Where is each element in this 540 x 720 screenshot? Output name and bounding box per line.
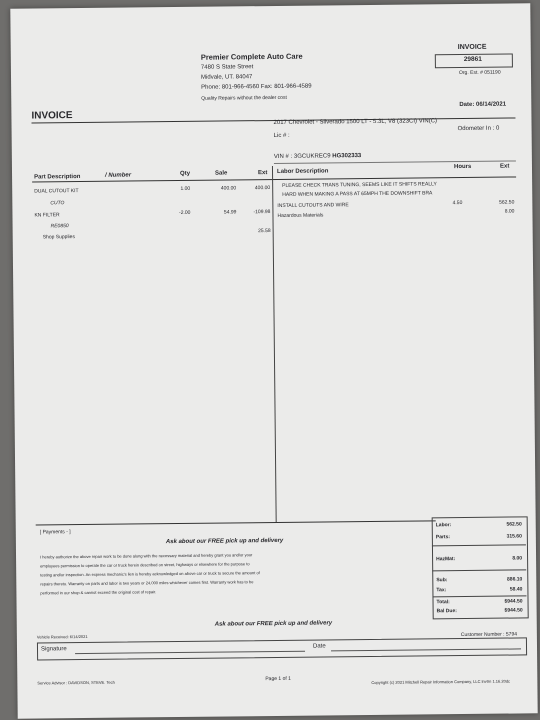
customer-number: Customer Number : 5794 xyxy=(460,631,518,639)
hazmat-ext: 8.00 xyxy=(504,208,515,215)
authorization-line-4: repairs thereto. Warranty on parts and labor is two years or 24,000 miles whichever comes first. Warranty work has to be xyxy=(40,579,254,587)
labor-line-hours: 4.50 xyxy=(452,200,463,207)
original-estimate: Org. Est. # 051190 xyxy=(458,69,501,77)
service-advisor: Service Advisor : DAVIDSON, STEVE. Tech xyxy=(37,679,115,686)
part-name: KN FILTER xyxy=(34,212,60,219)
labor-note-line1: PLEASE CHECK TRANS TUNING, SEEMS LIKE IT SHIFTS REALLY xyxy=(282,181,437,189)
col-labor-ext: Ext xyxy=(499,163,510,170)
col-labor-description: Labor Description xyxy=(276,168,329,175)
authorization-line-2: employees permission to operate the car or truck herein described on street, highways or elsewhere for the purpose to xyxy=(40,561,250,569)
hazmat-total: 8.00 xyxy=(512,555,523,562)
odometer-in: Odometer In : 0 xyxy=(457,125,500,133)
signature-label: Signature xyxy=(40,646,67,653)
shop-name: Premier Complete Auto Care xyxy=(200,51,303,62)
parts-labor-divider xyxy=(272,166,277,522)
vehicle-received: Vehicle Received: 6/14/2021 xyxy=(36,633,88,640)
col-part-number: / Number xyxy=(105,172,132,179)
part-number: CUTO xyxy=(50,200,65,207)
col-hours: Hours xyxy=(453,163,472,171)
vehicle-description: 2017 Chevrolet - Silverado 1500 LT - 5.3L, V8 (323CI) VIN(C) xyxy=(273,118,438,126)
col-qty: Qty xyxy=(180,170,191,177)
part-name: Shop Supplies xyxy=(42,234,75,241)
parts-total: 315.60 xyxy=(506,533,522,540)
part-ext: 400.00 xyxy=(254,185,271,192)
shop-city: Midvale, UT. 84047 xyxy=(200,74,253,81)
col-ext: Ext xyxy=(258,170,268,177)
subtotal-label: Sub: xyxy=(436,577,448,584)
part-number: RE0850 xyxy=(50,223,69,230)
invoice-title: INVOICE xyxy=(31,110,73,122)
part-qty: -2.00 xyxy=(179,209,191,216)
total: $944.50 xyxy=(504,598,523,605)
balance-due-label: Bal Due: xyxy=(436,608,457,615)
license-number: Lic # : xyxy=(273,132,290,139)
invoice-paper xyxy=(10,3,537,718)
shop-street: 7480 S State Street xyxy=(200,64,254,71)
vin-number xyxy=(274,153,361,160)
vin-bold: HG302333 xyxy=(332,153,362,160)
subtotal: 886.10 xyxy=(506,576,523,583)
promo-line-2: Ask about our FREE pick up and delivery xyxy=(214,620,333,628)
payments-label: [ Payments - ] xyxy=(39,529,71,536)
col-part-description: Part Description xyxy=(34,174,81,181)
labor-note-line2: HARD WHEN MAKING A PASS AT 65MPH THE DOWNSHIFT BRA xyxy=(282,190,433,198)
balance-due: $944.50 xyxy=(504,607,523,614)
promo-line-1: Ask about our FREE pick up and delivery xyxy=(165,537,284,546)
date-label: Date xyxy=(312,643,326,650)
labor-total: 562.50 xyxy=(506,521,522,528)
tax-label: Tax: xyxy=(436,587,447,594)
shop-phone: Phone: 801-966-4560 Fax: 801-966-4589 xyxy=(201,83,312,91)
part-sale: 400.00 xyxy=(220,185,237,192)
labor-line-ext: 562.50 xyxy=(499,199,515,206)
invoice-label-top: INVOICE xyxy=(457,43,487,52)
vin-label: VIN # : 3GCUKREC9 xyxy=(273,153,331,160)
shop-tagline: Quality Repairs without the dealer cost xyxy=(201,94,287,102)
authorization-line-5: performed in our shop & cannot exceed the original cost of repair. xyxy=(40,589,157,596)
parts-total-label: Parts: xyxy=(435,534,451,541)
hazmat-desc: Hazardous Materials xyxy=(277,212,324,219)
vin-rule xyxy=(274,160,516,164)
total-label: Total: xyxy=(436,599,450,606)
part-ext: -109.98 xyxy=(253,209,271,216)
labor-total-label: Labor: xyxy=(435,522,452,529)
tax: 58.40 xyxy=(509,586,523,593)
footer-rule xyxy=(36,520,436,525)
part-name: DUAL CUTOUT KIT xyxy=(34,188,79,195)
hazmat-total-label: HazMat: xyxy=(436,556,456,563)
invoice-number: 29861 xyxy=(463,55,482,63)
part-ext: 25.58 xyxy=(258,228,271,235)
authorization-line-3: testing and/or inspection. An express mechanic's lien is hereby acknowledged on above car or truck to secure the amount of xyxy=(40,570,260,578)
col-sale: Sale xyxy=(215,170,228,177)
page-number: Page 1 of 1 xyxy=(265,675,291,683)
labor-line-desc: INSTALL CUTOUTS AND WIRE xyxy=(277,202,349,209)
part-sale: 54.99 xyxy=(223,209,237,216)
part-qty: 1.00 xyxy=(180,185,191,192)
invoice-date: Date: 06/14/2021 xyxy=(459,101,507,109)
authorization-line-1: I hereby authorize the above repair work to be done along with the necessary material and hereby grant you and/or your xyxy=(40,552,253,560)
copyright: Copyright (c) 2021 Mitchell Repair Information Company, LLC lnvtrn 1.16.20dc xyxy=(371,678,511,685)
